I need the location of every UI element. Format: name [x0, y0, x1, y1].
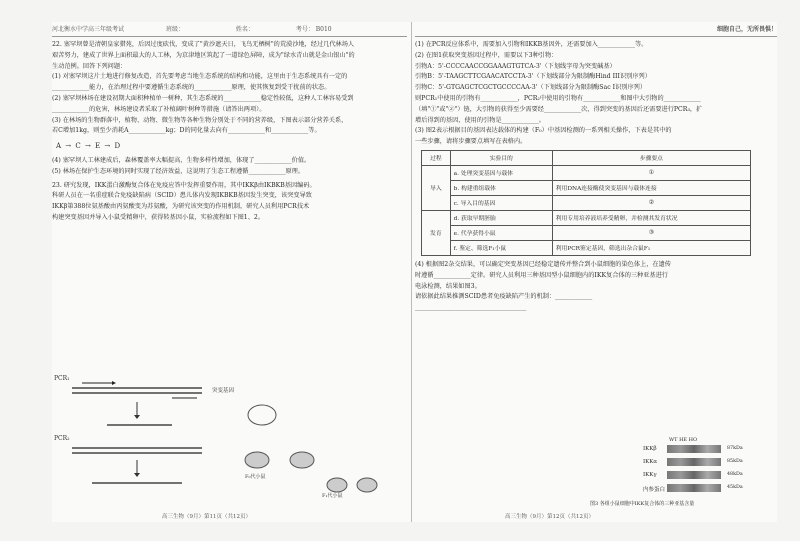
gel-band [667, 484, 721, 492]
gel-size: 48kDa [727, 472, 743, 477]
table-row [422, 225, 751, 240]
table-cell: a. 处理突变基因与载体 [450, 165, 552, 180]
arrow-down-icon [134, 415, 140, 419]
gel-size: 45kDa [727, 485, 743, 490]
table-cell: 导入 [422, 165, 451, 210]
steps-table [421, 150, 751, 256]
table-row [422, 180, 751, 195]
table-cell: 利用专用培养液培养受精卵，并检测其发育状况 [552, 210, 750, 225]
q22-line: 22. 塞罕坝曾是清朝皇家猎苑，后因过度砍伐，变成了"黄沙遮天日，飞鸟无栖树"的荒漠沙地，经过几代林场人 [52, 41, 355, 48]
primer-a: 引物A：5'-CCCCAACCGGAAAGTGTCA-3'（下划线字母为突变碱基） [415, 62, 616, 70]
seat-value: B010 [315, 26, 332, 33]
table-cell: 利用PCR鉴定基因，筛选出杂合鼠F₁ [552, 240, 750, 255]
plasmid-icon [248, 405, 276, 425]
q23-line: (2) 在图1获取突变基因过程中，需要以下3种引物： [415, 51, 558, 59]
question-23 [52, 181, 407, 224]
pcr1-label: PCR₁ [54, 375, 70, 382]
q23-line: （填"①"或"②"）链，大引物的获得至少需要经____________次，得到突变的基因后还需要进行PCR₃，扩 [415, 105, 703, 113]
food-chain: A → C → E → D [56, 142, 122, 151]
table-cell: c. 导入目的基因 [450, 195, 552, 210]
arrow-head-icon [112, 381, 116, 385]
q23-line: 构建突变基因并导入小鼠受精卵中，获得转基因小鼠，实验流程如下图1、2。 [52, 213, 265, 221]
table-row [422, 165, 751, 180]
gel-band [667, 471, 721, 479]
q22-line: (2) 塞罕坝林场在建设初期大面积种植单一树种，其生态系统的____________稳定性较低，这种人工林容易受到 [52, 94, 354, 102]
table-row [422, 240, 751, 255]
table-header: 步骤要点 [552, 150, 750, 165]
left-footer: 高三生物（9月）第11页（共12页） [162, 514, 251, 520]
answer-line: ____________________________________ [415, 304, 527, 312]
table-cell: f. 鉴定、筛选F₁小鼠 [450, 240, 552, 255]
primer-b: 引物B：5'-TAAGCTTCGAACATCCTA-3'（下划线部分为限制酶Hind III识别序列） [415, 73, 651, 81]
q23-line: 请依据此结果推测SCID患者免疫缺陷产生的机制：____________ [415, 293, 593, 301]
pcr2-label: PCR₂ [54, 435, 70, 442]
table-cell: 发育 [422, 210, 451, 255]
table-row [422, 210, 751, 225]
motto: 细胞自己，无所畏惧！ [716, 26, 777, 33]
q23-line: (1) 在PCR反应体系中，需要加入引物和IKKB基因外，还需要加入____________等。 [415, 41, 648, 48]
exam-sheet [52, 22, 777, 522]
mouse-f1-label: F₁代小鼠 [322, 493, 343, 499]
gel-row [643, 456, 773, 469]
gel-size: 85kDa [727, 459, 743, 464]
gel-band [667, 445, 721, 453]
q22-line: ____________的危害，林场建设者采取了补植阔叶树种等措施（请答出两项）。 [52, 105, 266, 113]
right-page [415, 22, 777, 522]
page-divider [411, 22, 412, 522]
q23-continued [415, 40, 777, 148]
table-row [422, 195, 751, 210]
mouse-icon [357, 478, 377, 492]
class-label: 班级： [165, 26, 184, 33]
gel-row [643, 482, 773, 495]
table-header: 过程 [422, 150, 451, 165]
q22-line: (1) 对塞罕坝这片土地进行修复改造，首先要考虑当地生态系统的结构和功能，这里由于生态系统具有一定的 [52, 73, 348, 81]
table-header-row [422, 150, 751, 165]
q22-line: ____________能力，在治理过程中要遵循生态系统的____________原理，使其恢复到受干扰前的状态。 [52, 84, 331, 92]
q22-line: (4) 塞罕坝人工林建成后，森林覆盖率大幅提高，生物多样性增加，体现了____________价值。 [52, 156, 311, 164]
gel-label: IKKβ [643, 446, 657, 452]
gel-label: 内参蛋白 [643, 487, 666, 493]
table-header: 实验目的 [450, 150, 552, 165]
primer-c: 引物C：5'-GTGAGCTCGCTGCCCCAA-3'（下划线部分为限制酶Sac I识别序列） [415, 84, 647, 92]
table-cell: d. 获取早期胚胎 [450, 210, 552, 225]
table-cell: 利用DNA连接酶使突变基因与载体连接 [552, 180, 750, 195]
question-22 [52, 40, 407, 178]
gel-size: 87kDa [727, 446, 743, 451]
q23-line: 增后得到的基因，使用的引物是____________。 [415, 116, 545, 124]
pcr-figure [52, 370, 407, 500]
table-cell: ③ [552, 225, 750, 240]
q23-line: 科研人员在一名重症联合免疫缺陷病（SCID）患儿体内发现IKBKB基因发生突变，该突变导致 [52, 192, 312, 200]
gel-caption: 图3 各组小鼠细胞中IKK复合体的三种亚基含量 [590, 501, 695, 507]
mutant-label: 突变基因 [212, 388, 235, 394]
q22-line: 生动范例。回答下列问题： [52, 62, 127, 70]
gel-columns: WT HE HO [669, 437, 698, 443]
right-footer: 高三生物（9月）第12页（共12页） [505, 514, 594, 520]
q22-line: (3) 在林场的生物群落中，植物、动物、微生物等各种生物分别处于不同的营养级，下图表示部分营养关系， [52, 116, 348, 124]
mouse-f0-label: F₀代小鼠 [245, 474, 266, 480]
q23-line: (3) 图2表示根据目的基因表达载体的构建（F₀）中基因检测的一系列相关操作，下表是其中的 [415, 127, 672, 135]
right-header [415, 22, 777, 37]
mouse-icon [290, 452, 314, 468]
table-cell: ② [552, 195, 750, 210]
left-page [52, 22, 407, 522]
table-cell: b. 构建重组载体 [450, 180, 552, 195]
mouse-icon [327, 478, 347, 492]
q22-line: (5) 林场在保护生态环境的同时实现了经济效益，这说明了生态工程遵循____________原理。 [52, 167, 305, 175]
gel-band [667, 458, 721, 466]
left-header [52, 22, 407, 37]
q22-line: 艰苦努力，建成了世界上面积最大的人工林，为京津地区筑起了一道绿色屏障，成为"绿水青山就是金山银山"的 [52, 51, 355, 59]
seat-label: 考号： [295, 26, 314, 33]
name-label: 姓名： [235, 26, 254, 33]
q23-line: 时遵循____________定律。研究人员利用三种基因型小鼠细胞内的IKK复合体的三种亚基进行 [415, 271, 668, 279]
arrow-down-icon [134, 473, 140, 477]
exam-title: 河北衡水中学高三年级考试 [52, 26, 125, 33]
gel-label: IKKγ [643, 472, 657, 478]
q23-part4 [415, 260, 777, 314]
western-blot-figure [643, 437, 773, 497]
q23-line: 23. 研究发现，IKK蛋白激酶复合体在免疫应答中发挥重要作用，其中IKKβ由IKBKB基因编码。 [52, 181, 316, 189]
q22-line: 若C增加1kg，则至少消耗A____________kg；D的同化量去向有____________和____________等。 [52, 127, 321, 135]
q23-line: 电泳检测，结果如图3。 [415, 282, 481, 290]
gel-row [643, 443, 773, 456]
q23-line: 则PCR₁中使用的引物有____________，PCR₂中使用的引物有____________和图中大引物的____________ [415, 94, 701, 102]
mouse-icon [245, 452, 269, 468]
table-cell: ① [552, 165, 750, 180]
table-cell: e. 代孕获得小鼠 [450, 225, 552, 240]
q23-line: IKKβ第388位氨基酸由丙氨酸变为苏氨酸，为研究该突变的作用机制，研究人员利用PCR技术 [52, 203, 310, 211]
q23-line: 一些步骤，请将步骤要点填写在表格内。 [415, 138, 527, 146]
gel-row [643, 469, 773, 482]
gel-label: IKKα [643, 459, 658, 465]
q23-line: (4) 根据图2杂交结果，可以确定突变基因已经稳定遗传并整合到小鼠细胞的染色体上，在遗传 [415, 260, 671, 268]
